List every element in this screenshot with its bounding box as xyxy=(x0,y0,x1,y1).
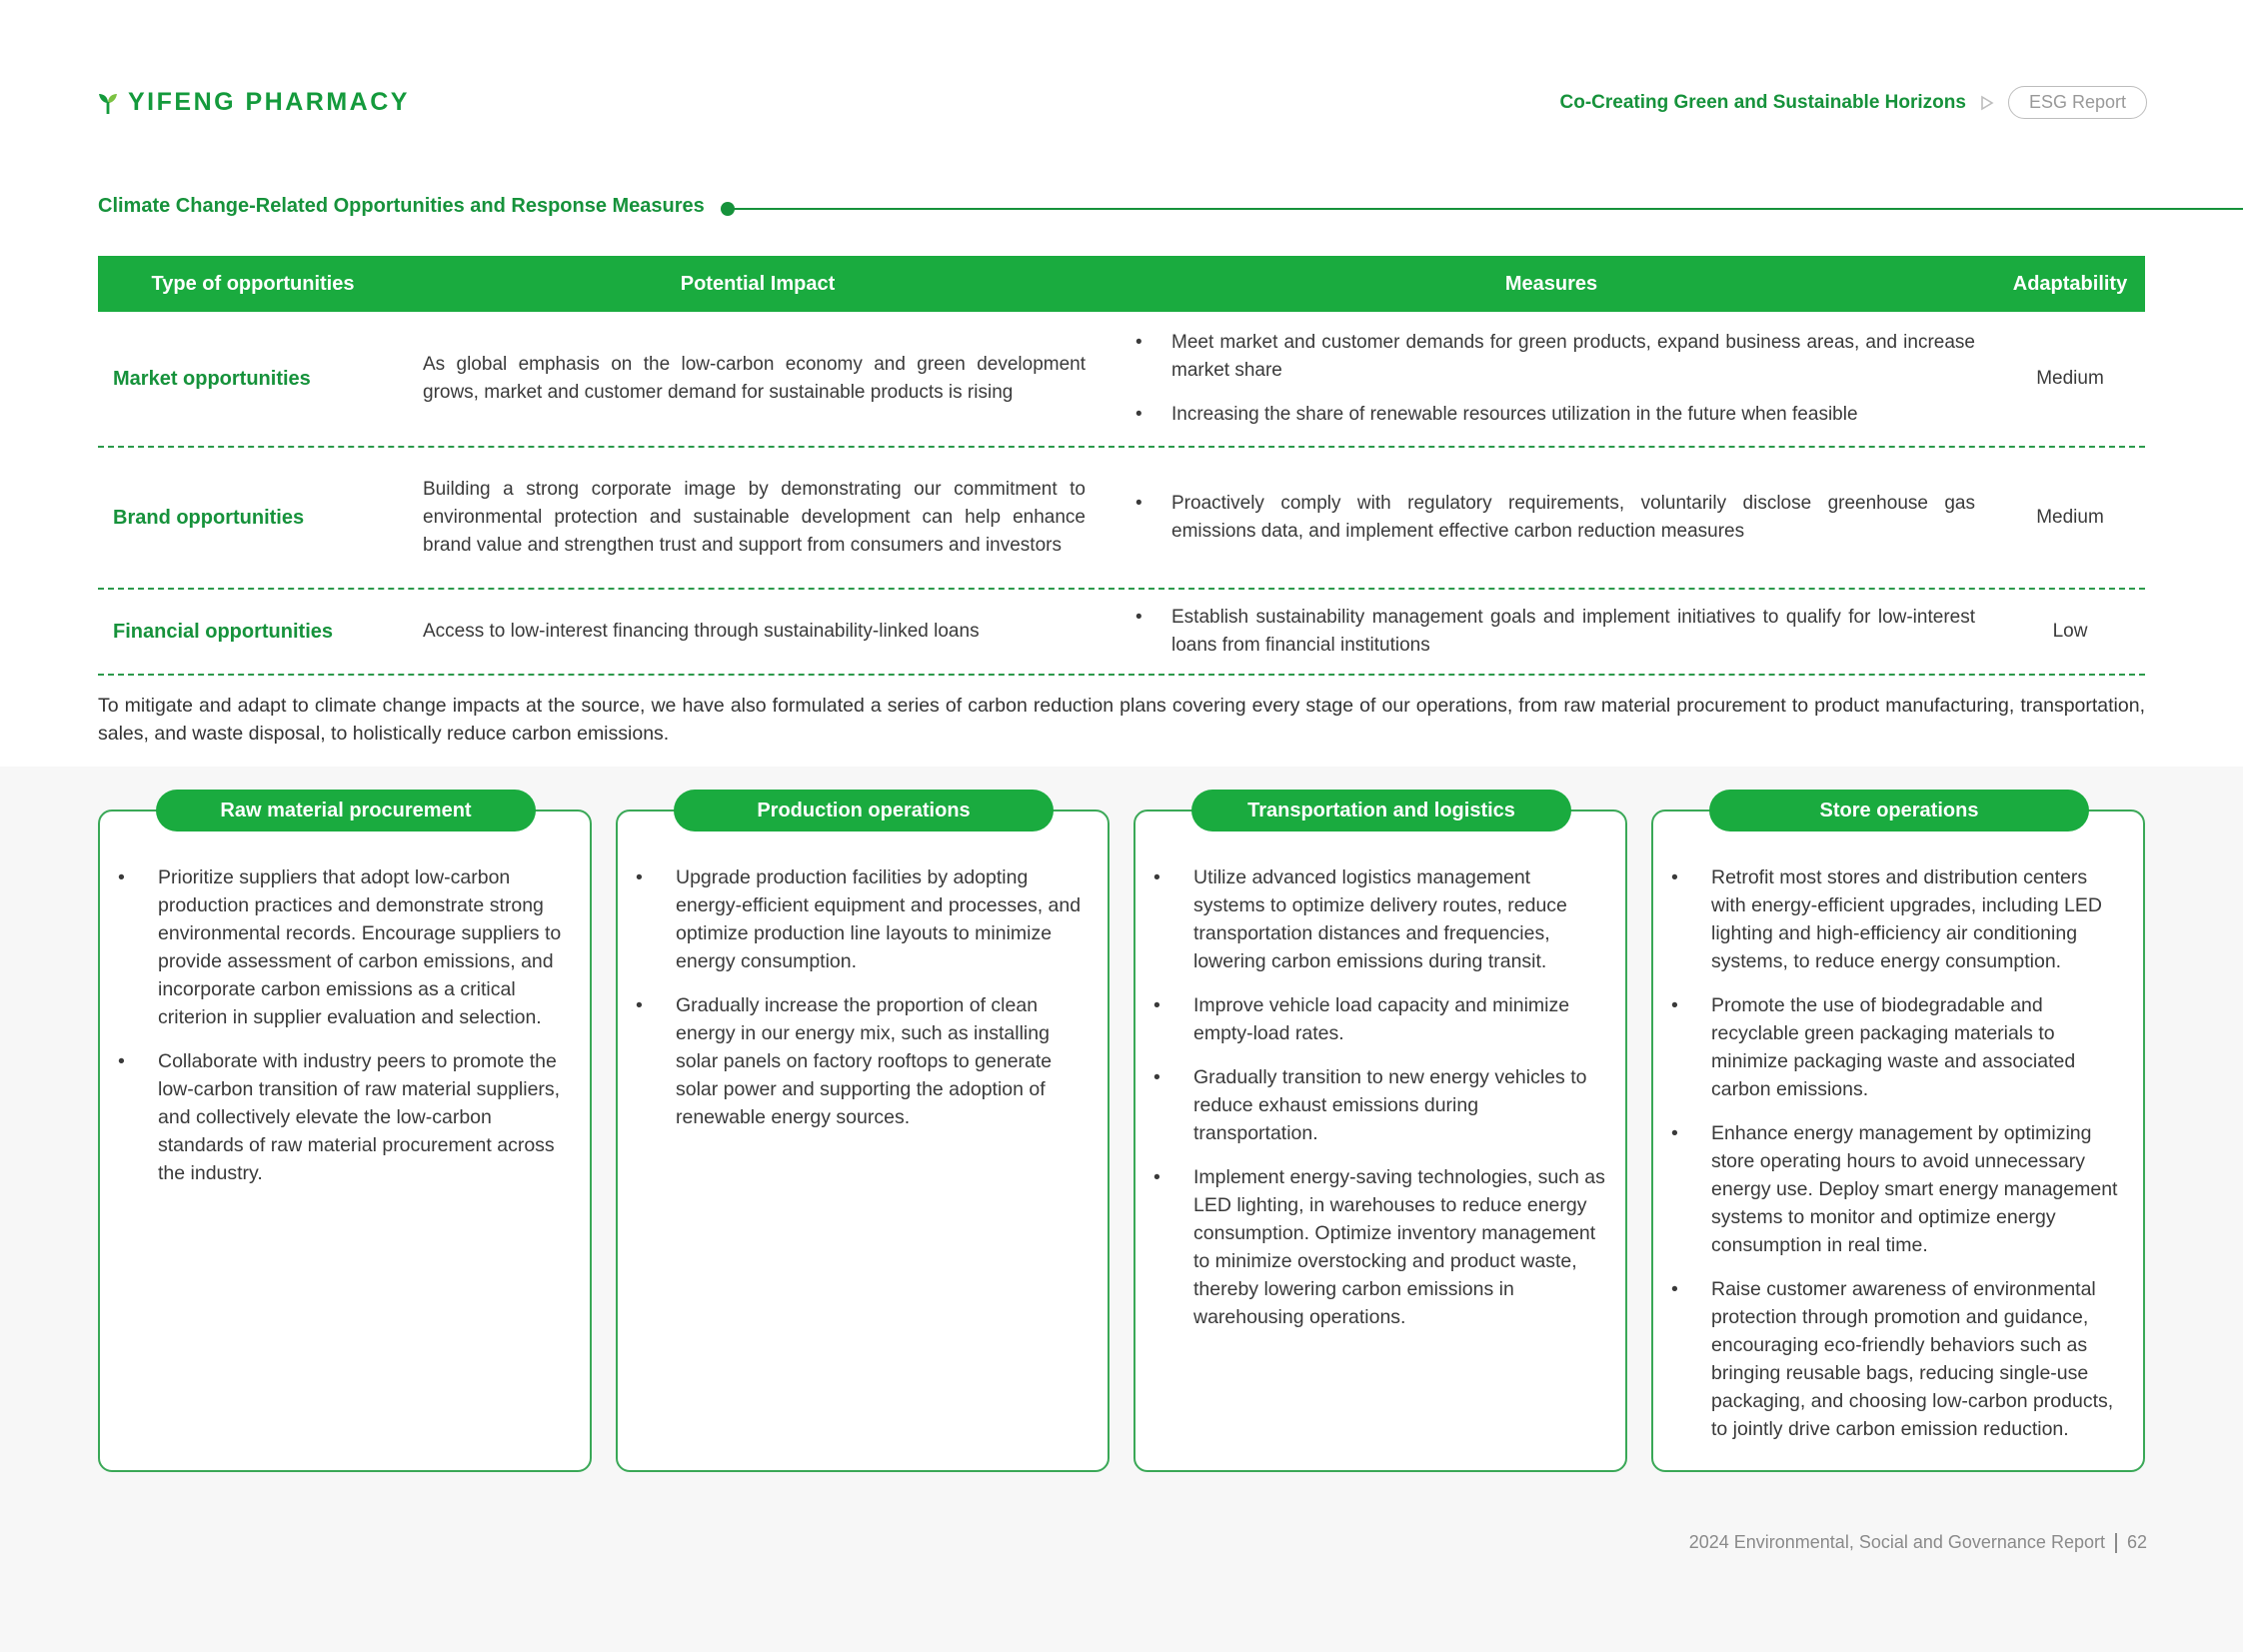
card-item: • Promote the use of biodegradable and recyclable green packaging materials to minimize packaging waste and associated carbon emissions. xyxy=(1671,991,2123,1103)
card-title: Store operations xyxy=(1709,790,2089,831)
measure-item: • Proactively comply with regulatory requirements, voluntarily disclose greenhouse gas emissions data, and implement effective carbon reduction measures xyxy=(1135,490,1975,546)
card-item: • Gradually transition to new energy vehicles to reduce exhaust emissions during transportation. xyxy=(1153,1063,1605,1147)
row-adaptability: Medium xyxy=(2036,507,2104,528)
row-adaptability: Medium xyxy=(2036,368,2104,389)
row-type: Market opportunities xyxy=(113,367,311,390)
header-type: Type of opportunities xyxy=(151,272,355,295)
carbon-plan-cards xyxy=(98,788,2145,1472)
row-type: Financial opportunities xyxy=(113,620,334,643)
table-row xyxy=(98,590,2145,676)
card-item: • Retrofit most stores and distribution centers with energy-efficient upgrades, including LED lighting and high-efficiency air conditioning systems, to reduce energy consumption. xyxy=(1671,863,2123,975)
row-measures xyxy=(1108,604,1995,660)
card-store xyxy=(1651,799,2145,1472)
card-item: • Gradually increase the proportion of clean energy in our energy mix, such as installing solar panels on factory rooftops to generate solar power and supporting the adoption of renewable energy sources. xyxy=(636,991,1088,1131)
card-title: Transportation and logistics xyxy=(1191,790,1571,831)
brand-logo xyxy=(98,88,410,117)
measure-item: • Meet market and customer demands for green products, expand business areas, and increase market share xyxy=(1135,329,1975,385)
card-item: • Implement energy-saving technologies, such as LED lighting, in warehouses to reduce energy consumption. Optimize inventory management to minimize overstocking and product waste, thereby lowering carbon emissions in warehousing operations. xyxy=(1153,1163,1605,1331)
measure-item: • Establish sustainability management goals and implement initiatives to qualify for low-interest loans from financial institutions xyxy=(1135,604,1975,660)
header-right xyxy=(1560,86,2148,119)
card-item: • Prioritize suppliers that adopt low-carbon production practices and demonstrate strong environmental records. Encourage suppliers to provide assessment of carbon emissions, and incorporate carbon emissions as a critical criterion in supplier evaluation and selection. xyxy=(118,863,570,1031)
table-row xyxy=(98,312,2145,448)
summary-paragraph: To mitigate and adapt to climate change impacts at the source, we have also formulated a series of carbon reduction plans covering every stage of our operations, from raw material procurement to product manufacturing, transportation, sales, and waste disposal, to holistically reduce carbon emissions. xyxy=(98,695,2145,745)
brand-name: YIFENG PHARMACY xyxy=(128,88,410,116)
card-item: • Utilize advanced logistics management systems to optimize delivery routes, reduce transportation distances and frequencies, lowering carbon emissions during transit. xyxy=(1153,863,1605,975)
card-item: • Collaborate with industry peers to promote the low-carbon transition of raw material suppliers, and collectively elevate the low-carbon standards of raw material procurement across the industry. xyxy=(118,1047,570,1187)
row-impact: Access to low-interest financing through sustainability-linked loans xyxy=(423,621,980,642)
row-measures xyxy=(1108,329,1995,429)
footer-divider xyxy=(2115,1533,2117,1553)
card-item: • Enhance energy management by optimizing store operating hours to avoid unnecessary energy use. Deploy smart energy management systems to monitor and optimize energy consumption in real time. xyxy=(1671,1119,2123,1259)
leaf-sprout-icon xyxy=(98,91,118,115)
measure-item: • Increasing the share of renewable resources utilization in the future when feasible xyxy=(1135,401,1975,429)
row-adaptability: Low xyxy=(2052,621,2088,642)
section-title-rule xyxy=(718,201,2243,217)
page-number: 62 xyxy=(2126,1532,2147,1552)
row-measures xyxy=(1108,490,1995,546)
card-title: Production operations xyxy=(674,790,1054,831)
triangle-arrow-icon xyxy=(1980,95,1994,111)
card-item: • Raise customer awareness of environmental protection through promotion and guidance, encouraging eco-friendly behaviors such as bringing reusable bags, reducing single-use packaging, and choosing low-carbon products, to jointly drive carbon emission reduction. xyxy=(1671,1275,2123,1443)
table-header xyxy=(98,256,2145,312)
row-type: Brand opportunities xyxy=(113,506,305,529)
header-impact: Potential Impact xyxy=(680,272,836,295)
header-measures: Measures xyxy=(1504,272,1598,295)
card-production xyxy=(616,799,1110,1472)
card-item: • Improve vehicle load capacity and minimize empty-load rates. xyxy=(1153,991,1605,1047)
row-impact: As global emphasis on the low-carbon economy and green development grows, market and customer demand for sustainable products is rising xyxy=(423,354,1086,403)
page-footer xyxy=(1689,1532,2147,1553)
header-tagline: Co-Creating Green and Sustainable Horizons xyxy=(1559,91,1966,113)
card-raw-material xyxy=(98,799,592,1472)
section-title: Climate Change-Related Opportunities and Response Measures xyxy=(98,195,705,217)
card-transportation xyxy=(1133,799,1627,1472)
table-row xyxy=(98,448,2145,590)
header-adaptability: Adaptability xyxy=(2012,272,2128,295)
footer-report-title: 2024 Environmental, Social and Governance Report xyxy=(1688,1532,2105,1552)
opportunities-table xyxy=(98,256,2145,676)
card-item: • Upgrade production facilities by adopting energy-efficient equipment and processes, and optimize production line layouts to minimize energy consumption. xyxy=(636,863,1088,975)
card-title: Raw material procurement xyxy=(156,790,536,831)
row-impact: Building a strong corporate image by demonstrating our commitment to environmental protection and sustainable development can help enhance brand value and strengthen trust and support from consumers and investors xyxy=(423,479,1086,556)
esg-report-badge[interactable]: ESG Report xyxy=(2008,86,2147,119)
